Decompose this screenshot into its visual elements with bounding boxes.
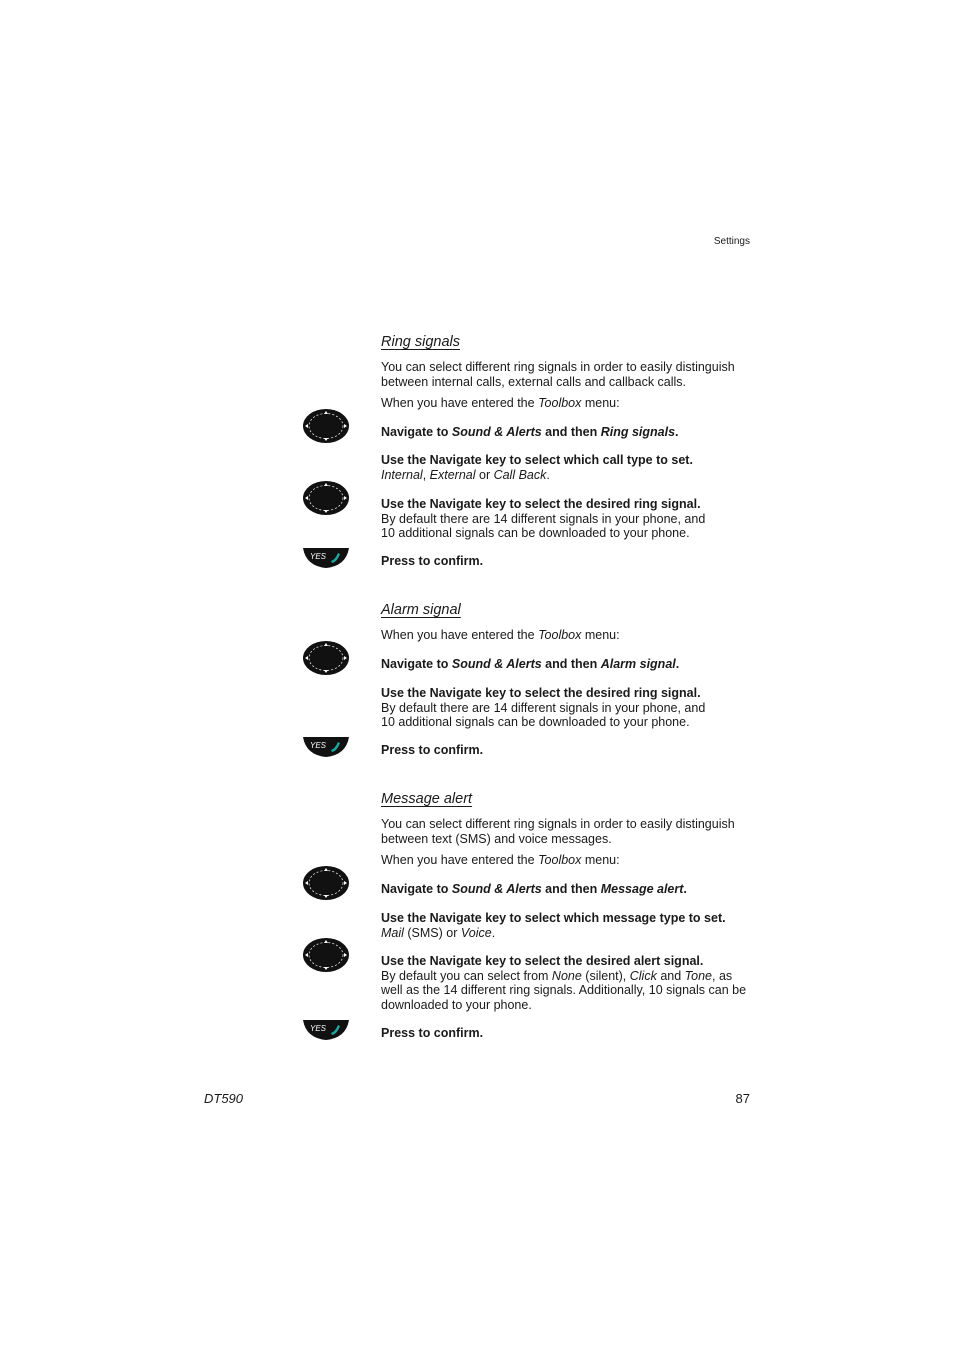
navigate-key-icon — [302, 480, 350, 516]
message-step-select-alert: Use the Navigate key to select the desired alert signal. By default you can select from None (silent), Click and Tone, as well as the 14 different ring signals. Additionally, 10 signals can be downloaded to your phone. — [381, 954, 747, 1012]
navigate-key-icon — [302, 640, 350, 676]
page-number: 87 — [735, 1091, 750, 1106]
message-alert-intro: You can select different ring signals in order to easily distinguish between text (SMS) and voice messages. — [381, 817, 735, 846]
ring-signals-heading: Ring signals — [381, 334, 460, 350]
navigate-key-icon — [302, 408, 350, 444]
ring-step-navigate: Navigate to Sound & Alerts and then Ring signals. — [381, 425, 679, 439]
ring-signals-entered-toolbox: When you have entered the Toolbox menu: — [381, 396, 620, 410]
svg-text:YES: YES — [310, 552, 327, 561]
message-alert-heading: Message alert — [381, 791, 473, 807]
alarm-step-navigate: Navigate to Sound & Alerts and then Alarm signal. — [381, 657, 680, 671]
yes-key-icon — [302, 736, 350, 758]
footer-model: DT590 — [204, 1091, 244, 1106]
navigate-key-icon — [302, 865, 350, 901]
message-step-confirm: Press to confirm. — [381, 1026, 484, 1040]
yes-key-icon — [302, 1019, 350, 1041]
alarm-signal-heading: Alarm signal — [381, 602, 461, 618]
message-step-type: Use the Navigate key to select which message type to set. Mail (SMS) or Voice. — [381, 911, 726, 940]
svg-text:YES: YES — [310, 741, 327, 750]
ring-step-select-signal: Use the Navigate key to select the desired ring signal. By default there are 14 different signals in your phone, and 10 additional signals can be downloaded to your phone. — [381, 497, 706, 540]
alarm-entered-toolbox: When you have entered the Toolbox menu: — [381, 628, 620, 642]
ring-step-confirm: Press to confirm. — [381, 554, 484, 568]
alarm-step-select-signal: Use the Navigate key to select the desired ring signal. By default there are 14 different signals in your phone, and 10 additional signals can be downloaded to your phone. — [381, 686, 706, 729]
navigate-key-icon — [302, 937, 350, 973]
ring-signals-intro: You can select different ring signals in order to easily distinguish between internal calls, external calls and callback calls. — [381, 360, 735, 389]
message-entered-toolbox: When you have entered the Toolbox menu: — [381, 853, 620, 867]
alarm-step-confirm: Press to confirm. — [381, 743, 484, 757]
svg-text:YES: YES — [310, 1024, 327, 1033]
yes-key-icon — [302, 547, 350, 569]
message-step-navigate: Navigate to Sound & Alerts and then Message alert. — [381, 882, 687, 896]
ring-step-call-type: Use the Navigate key to select which call type to set. Internal, External or Call Back. — [381, 453, 693, 482]
header-section-label: Settings — [713, 236, 750, 247]
